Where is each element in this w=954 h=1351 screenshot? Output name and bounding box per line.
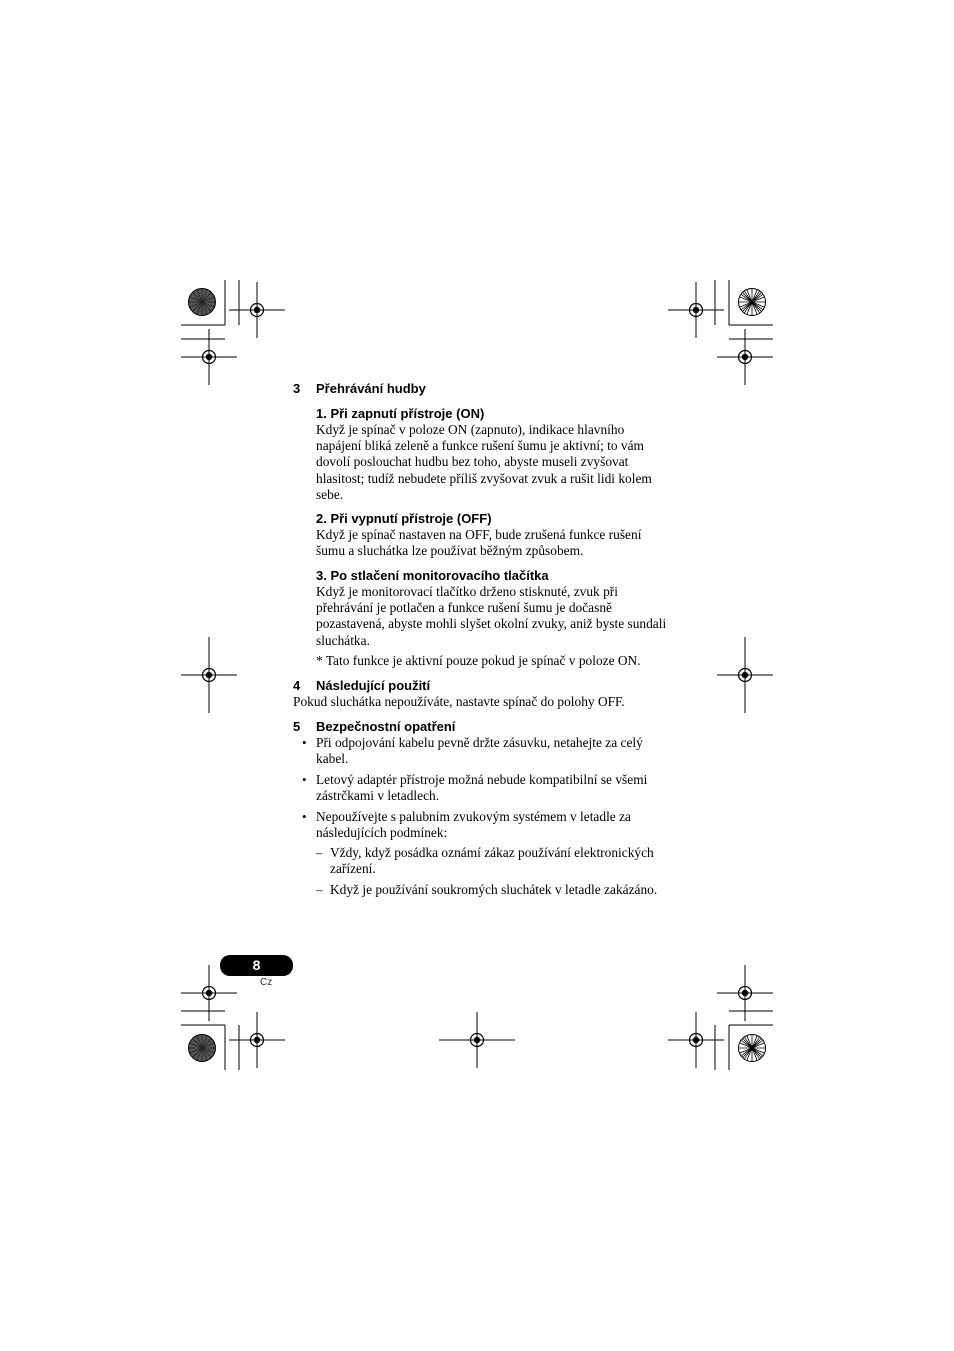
subsection-body: Když je spínač v poloze ON (zapnuto), indikace hlavního napájení bliká zeleně a funkce rušení šumu je aktivní; to vám dovolí poslouchat hudbu bez toho, abyste museli zvyšovat hlasitost; tudíž nebudete příliš zvyšovat zvuk a rušit lidi kolem sebe.	[316, 422, 652, 502]
subsection-body: Když je spínač nastaven na OFF, bude zrušená funkce rušení šumu a sluchátka lze používat běžným způsobem.	[316, 527, 642, 559]
section-body: Pokud sluchátka nepoužíváte, nastavte spínač do polohy OFF.	[293, 694, 625, 709]
dash-marker: –	[316, 845, 323, 860]
list-item-text: Letový adaptér přístroje možná nebude kompatibilní se všemi zástrčkami v letadlech.	[316, 772, 648, 804]
section-title: Následující použití	[316, 678, 431, 693]
list-item-text: Nepoužívejte s palubním zvukovým systémem v letadle za následujících podmínek:	[316, 809, 631, 841]
subsection-title: 1. Při zapnutí přístroje (ON)	[316, 406, 485, 421]
subsection-title: 3. Po stlačení monitorovacího tlačítka	[316, 568, 549, 583]
page-number: 8	[252, 957, 261, 973]
section-number: 5	[293, 719, 301, 734]
list-item-text: Vždy, když posádka oznámí zákaz používání elektronických zařízení.	[330, 845, 654, 877]
dash-marker: –	[316, 882, 323, 897]
bullet-marker: •	[302, 772, 307, 787]
section-number: 3	[293, 381, 301, 396]
footnote: * Tato funkce je aktivní pouze pokud je spínač v poloze ON.	[316, 653, 641, 668]
page-number-badge	[220, 955, 293, 976]
list-item-text: Když je používání soukromých sluchátek v letadle zakázáno.	[330, 882, 658, 897]
list-item-text: Při odpojování kabelu pevně držte zásuvku, netahejte za celý kabel.	[316, 735, 643, 767]
bullet-marker: •	[302, 735, 307, 750]
section-title: Přehrávání hudby	[316, 381, 426, 396]
language-code: Cz	[260, 977, 273, 988]
subsection-title: 2. Při vypnutí přístroje (OFF)	[316, 511, 492, 526]
section-title: Bezpečnostní opatření	[316, 719, 456, 734]
bullet-marker: •	[302, 809, 307, 824]
subsection-body: Když je monitorovací tlačítko drženo stisknuté, zvuk při přehrávání je potlačen a funkce rušení šumu je dočasně pozastavená, abyste mohli slyšet okolní zvuky, aniž byste sundali sluchátka.	[316, 584, 667, 648]
section-number: 4	[293, 678, 301, 693]
